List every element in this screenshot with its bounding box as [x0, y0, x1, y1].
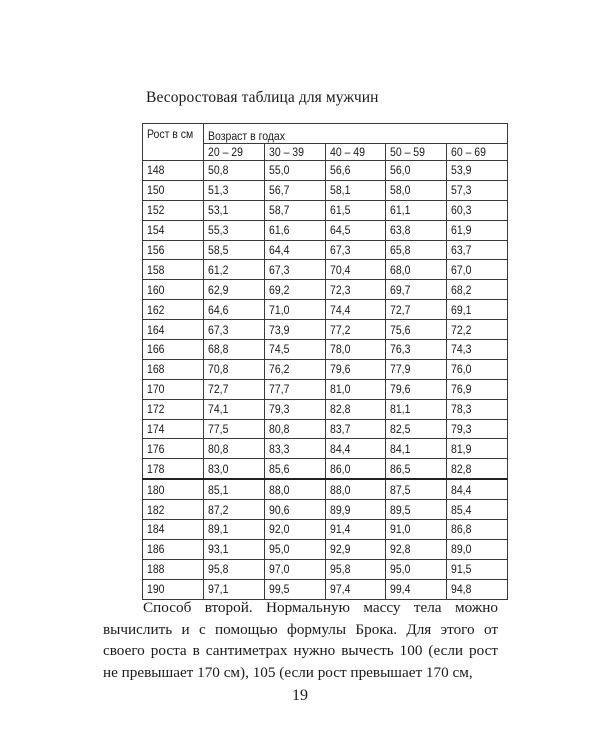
weight-cell: 60,3 [447, 200, 508, 220]
weight-cell: 76,2 [264, 359, 325, 379]
weight-height-table [142, 123, 508, 600]
age-group-header: 60 – 69 [447, 144, 508, 161]
age-group-header: 50 – 59 [386, 144, 447, 161]
weight-cell: 81,0 [325, 379, 386, 399]
weight-cell: 91,0 [386, 520, 447, 540]
weight-cell: 74,4 [325, 300, 386, 320]
table-row [143, 180, 508, 200]
weight-cell: 76,0 [447, 359, 508, 379]
table-row [143, 459, 508, 479]
weight-cell: 80,8 [204, 439, 265, 459]
weight-cell: 73,9 [264, 320, 325, 340]
height-cell: 148 [143, 161, 204, 181]
weight-cell: 79,3 [264, 399, 325, 419]
weight-cell: 69,1 [447, 300, 508, 320]
height-cell: 174 [143, 419, 204, 439]
height-cell: 156 [143, 240, 204, 260]
weight-cell: 61,9 [447, 220, 508, 240]
weight-cell: 78,0 [325, 340, 386, 360]
weight-cell: 77,7 [264, 379, 325, 399]
age-group-header: 20 – 29 [204, 144, 265, 161]
weight-cell: 82,5 [386, 419, 447, 439]
weight-cell: 74,1 [204, 399, 265, 419]
weight-cell: 61,5 [325, 200, 386, 220]
weight-cell: 91,5 [447, 559, 508, 579]
weight-cell: 76,9 [447, 379, 508, 399]
paragraph-text: Способ второй. Нормальную массу тела можно вычислить и с помощью формулы Брока. Для этого от своего роста в сантиметрах нужно вычесть 100 (если рост не превышает 170 см), 105 (если рост превышает 170 см, [103, 599, 498, 681]
weight-cell: 93,1 [204, 539, 265, 559]
weight-cell: 85,4 [447, 500, 508, 520]
age-group-header: 40 – 49 [325, 144, 386, 161]
weight-cell: 88,0 [264, 479, 325, 499]
table-row [143, 161, 508, 181]
height-cell: 162 [143, 300, 204, 320]
height-cell: 154 [143, 220, 204, 240]
weight-cell: 85,1 [204, 479, 265, 499]
weight-cell: 97,1 [204, 579, 265, 599]
weight-cell: 77,9 [386, 359, 447, 379]
weight-cell: 79,6 [325, 359, 386, 379]
weight-cell: 79,6 [386, 379, 447, 399]
weight-cell: 74,3 [447, 340, 508, 360]
weight-cell: 95,8 [204, 559, 265, 579]
weight-cell: 74,5 [264, 340, 325, 360]
height-cell: 178 [143, 459, 204, 479]
weight-cell: 95,0 [264, 539, 325, 559]
weight-cell: 65,8 [386, 240, 447, 260]
table-row [143, 300, 508, 320]
table-row [143, 240, 508, 260]
weight-cell: 72,3 [325, 280, 386, 300]
height-cell: 172 [143, 399, 204, 419]
weight-cell: 55,0 [264, 161, 325, 181]
weight-cell: 91,4 [325, 520, 386, 540]
table-row [143, 539, 508, 559]
weight-cell: 64,5 [325, 220, 386, 240]
weight-cell: 55,3 [204, 220, 265, 240]
weight-cell: 81,9 [447, 439, 508, 459]
age-group-header: 30 – 39 [264, 144, 325, 161]
weight-cell: 63,8 [386, 220, 447, 240]
weight-cell: 53,9 [447, 161, 508, 181]
weight-cell: 68,2 [447, 280, 508, 300]
body-paragraph [103, 597, 498, 683]
weight-cell: 67,0 [447, 260, 508, 280]
weight-cell: 89,1 [204, 520, 265, 540]
weight-cell: 69,7 [386, 280, 447, 300]
weight-cell: 70,8 [204, 359, 265, 379]
table-row [143, 439, 508, 459]
weight-cell: 83,3 [264, 439, 325, 459]
table-row [143, 220, 508, 240]
table-row [143, 399, 508, 419]
table-row [143, 280, 508, 300]
weight-cell: 56,7 [264, 180, 325, 200]
weight-cell: 95,8 [325, 559, 386, 579]
weight-cell: 57,3 [447, 180, 508, 200]
weight-cell: 56,0 [386, 161, 447, 181]
height-cell: 158 [143, 260, 204, 280]
height-cell: 182 [143, 500, 204, 520]
table-row [143, 200, 508, 220]
weight-cell: 86,0 [325, 459, 386, 479]
weight-cell: 78,3 [447, 399, 508, 419]
height-cell: 160 [143, 280, 204, 300]
table-title: Весоростовая таблица для мужчин [146, 89, 379, 106]
weight-cell: 81,1 [386, 399, 447, 419]
weight-cell: 85,6 [264, 459, 325, 479]
weight-cell: 67,3 [204, 320, 265, 340]
height-cell: 150 [143, 180, 204, 200]
height-cell: 168 [143, 359, 204, 379]
weight-cell: 90,6 [264, 500, 325, 520]
weight-cell: 71,0 [264, 300, 325, 320]
weight-cell: 84,4 [325, 439, 386, 459]
weight-cell: 99,4 [386, 579, 447, 599]
weight-cell: 86,5 [386, 459, 447, 479]
weight-cell: 97,0 [264, 559, 325, 579]
table-row [143, 359, 508, 379]
weight-cell: 99,5 [264, 579, 325, 599]
weight-cell: 83,7 [325, 419, 386, 439]
weight-cell: 94,8 [447, 579, 508, 599]
age-column-header: Возраст в годах [204, 124, 508, 144]
weight-cell: 63,7 [447, 240, 508, 260]
weight-cell: 58,1 [325, 180, 386, 200]
weight-cell: 69,2 [264, 280, 325, 300]
weight-cell: 75,6 [386, 320, 447, 340]
weight-cell: 80,8 [264, 419, 325, 439]
weight-cell: 92,0 [264, 520, 325, 540]
weight-cell: 82,8 [447, 459, 508, 479]
weight-cell: 61,6 [264, 220, 325, 240]
table-row [143, 340, 508, 360]
weight-cell: 70,4 [325, 260, 386, 280]
weight-cell: 53,1 [204, 200, 265, 220]
page-number: 19 [292, 687, 308, 704]
table-row [143, 520, 508, 540]
weight-cell: 87,5 [386, 479, 447, 499]
height-cell: 152 [143, 200, 204, 220]
weight-cell: 68,8 [204, 340, 265, 360]
table-row [143, 500, 508, 520]
weight-cell: 50,8 [204, 161, 265, 181]
weight-cell: 92,8 [386, 539, 447, 559]
table-row [143, 419, 508, 439]
weight-cell: 88,0 [325, 479, 386, 499]
weight-cell: 77,5 [204, 419, 265, 439]
table-row [143, 260, 508, 280]
weight-cell: 82,8 [325, 399, 386, 419]
height-cell: 188 [143, 559, 204, 579]
weight-cell: 68,0 [386, 260, 447, 280]
weight-cell: 87,2 [204, 500, 265, 520]
weight-cell: 58,7 [264, 200, 325, 220]
weight-cell: 67,3 [325, 240, 386, 260]
weight-cell: 67,3 [264, 260, 325, 280]
weight-cell: 61,1 [386, 200, 447, 220]
weight-cell: 92,9 [325, 539, 386, 559]
weight-cell: 89,5 [386, 500, 447, 520]
table-row [143, 379, 508, 399]
weight-cell: 64,6 [204, 300, 265, 320]
height-cell: 170 [143, 379, 204, 399]
weight-cell: 95,0 [386, 559, 447, 579]
weight-cell: 51,3 [204, 180, 265, 200]
weight-cell: 97,4 [325, 579, 386, 599]
height-cell: 190 [143, 579, 204, 599]
weight-cell: 83,0 [204, 459, 265, 479]
weight-cell: 76,3 [386, 340, 447, 360]
height-cell: 166 [143, 340, 204, 360]
weight-cell: 58,0 [386, 180, 447, 200]
weight-cell: 56,6 [325, 161, 386, 181]
height-column-header: Рост в см [143, 124, 204, 161]
weight-cell: 58,5 [204, 240, 265, 260]
weight-cell: 72,2 [447, 320, 508, 340]
height-cell: 180 [143, 479, 204, 499]
weight-cell: 64,4 [264, 240, 325, 260]
weight-cell: 77,2 [325, 320, 386, 340]
weight-cell: 72,7 [386, 300, 447, 320]
weight-cell: 61,2 [204, 260, 265, 280]
weight-cell: 89,0 [447, 539, 508, 559]
weight-cell: 62,9 [204, 280, 265, 300]
weight-cell: 84,1 [386, 439, 447, 459]
table-row [143, 320, 508, 340]
height-cell: 186 [143, 539, 204, 559]
table-row [143, 559, 508, 579]
height-cell: 164 [143, 320, 204, 340]
weight-cell: 72,7 [204, 379, 265, 399]
weight-cell: 89,9 [325, 500, 386, 520]
weight-cell: 84,4 [447, 479, 508, 499]
height-cell: 176 [143, 439, 204, 459]
table-row [143, 479, 508, 499]
weight-cell: 79,3 [447, 419, 508, 439]
height-cell: 184 [143, 520, 204, 540]
weight-cell: 86,8 [447, 520, 508, 540]
